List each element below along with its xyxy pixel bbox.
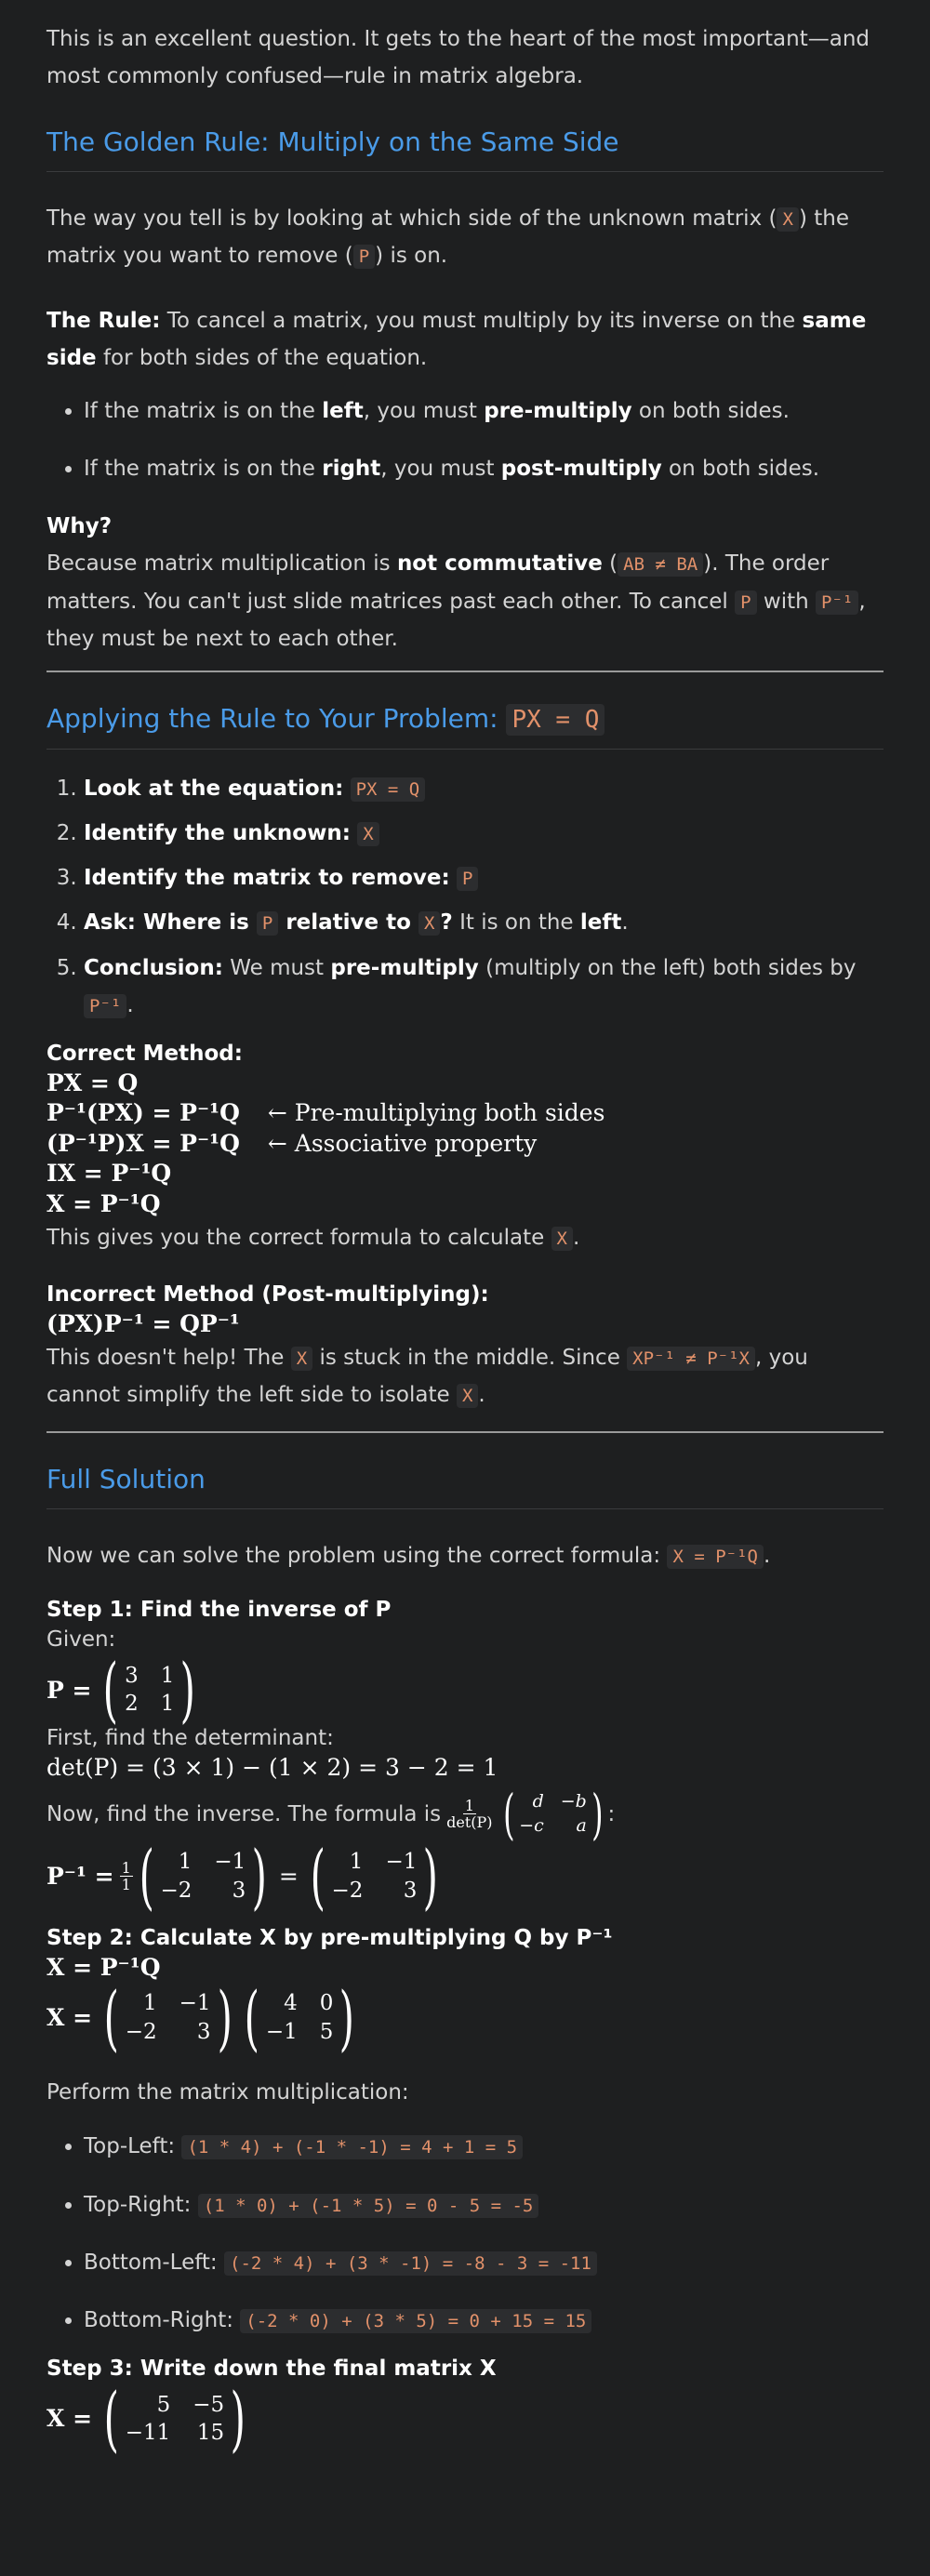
correct-method-math <box>46 1069 884 1220</box>
list-item: 5. Conclusion: We must pre-multiply (multiply on the left) both sides by P⁻¹ . <box>84 949 884 1025</box>
incorrect-method-paragraph: This doesn't help! The X is stuck in the middle. Since XP⁻¹ ≠ P⁻¹X , you cannot simplify the left side to isolate X . <box>46 1346 808 1408</box>
math-line: X = P⁻¹Q <box>46 1189 161 1217</box>
given-label: Given: <box>46 1627 116 1653</box>
step2-heading: Step 2: Calculate X by pre-multiplying Q by P⁻¹ <box>46 1925 613 1950</box>
correct-method-label: Correct Method: <box>46 1042 243 1067</box>
determinant-intro: First, find the determinant: <box>46 1726 334 1751</box>
list-item: 4. Ask: Where is P relative to X ? It is on the left. <box>84 904 884 941</box>
list-item: • If the matrix is on the right, you must post-multiply on both sides. <box>84 450 884 487</box>
list-item: • Bottom-Right: (-2 * 0) + (3 * 5) = 0 + 15 = 15 <box>84 2302 884 2339</box>
why-paragraph: Because matrix multiplication is not commutative ( AB ≠ BA ). The order matters. You can't just slide matrices past each other. To cancel P with P⁻¹ , they must be next to each other. <box>46 551 866 651</box>
code-x: X <box>777 207 798 232</box>
list-item: 2. Identify the unknown: X <box>84 815 884 852</box>
list-item: 1. Look at the equation: PX = Q <box>84 770 884 807</box>
why-heading: Why? <box>46 514 113 539</box>
paragraph-tell: The way you tell is by looking at which side of the unknown matrix ( X ) the matrix you want to remove ( P ) is on. <box>46 206 849 268</box>
determinant-equation: det(P) = (3 × 1) − (1 × 2) = 3 − 2 = 1 <box>46 1754 498 1782</box>
math-line: P⁻¹(PX) = P⁻¹Q ← Pre-multiplying both sides <box>46 1099 605 1127</box>
perform-label: Perform the matrix multiplication: <box>46 2080 409 2105</box>
step1-heading: Step 1: Find the inverse of P <box>46 1598 392 1623</box>
code-p: P <box>353 245 375 269</box>
inverse-result: P⁻¹ = $\frac{1}{1}$ ( 1 −1 −2 3 ) = ( 1 −1 −2 3 ) <box>46 1834 439 1918</box>
list-item: 3. Identify the matrix to remove: P <box>84 859 884 896</box>
matrix-product: X = ( 1 −1 −2 3 ) ( 4 0 −1 5 ) <box>46 1976 355 2060</box>
list-item: • Top-Left: (1 * 4) + (-1 * -1) = 4 + 1 = 5 <box>84 2128 884 2165</box>
math-line: IX = P⁻¹Q <box>46 1160 172 1188</box>
incorrect-method-label: Incorrect Method (Post-multiplying): <box>46 1281 489 1307</box>
full-solution-intro: Now we can solve the problem using the correct formula: X = P⁻¹Q . <box>46 1543 771 1568</box>
heading-golden-rule: The Golden Rule: Multiply on the Same Side <box>46 124 884 172</box>
correct-method-after: This gives you the correct formula to calculate X . <box>46 1226 580 1251</box>
math-line: PX = Q <box>46 1069 139 1096</box>
list-item: • If the matrix is on the left, you must pre-multiply on both sides. <box>84 392 884 430</box>
step3-heading: Step 3: Write down the final matrix X <box>46 2357 497 2382</box>
heading-full-solution: Full Solution <box>46 1461 884 1509</box>
math-line: (PX)P⁻¹ = QP⁻¹ <box>46 1309 240 1337</box>
list-item: • Top-Right: (1 * 0) + (-1 * 5) = 0 - 5 = -5 <box>84 2186 884 2224</box>
matrix-x-final: X = ( 5 −5 −11 15 ) <box>46 2377 246 2461</box>
matrix-p: P = ( 3 1 2 1 ) <box>46 1648 196 1732</box>
steps-list <box>46 770 884 1025</box>
calc-list <box>46 2128 884 2339</box>
rule-list <box>46 392 884 488</box>
math-line: (P⁻¹P)X = P⁻¹Q ← Associative property <box>46 1129 538 1157</box>
math-line: X = P⁻¹Q <box>46 1953 161 1981</box>
inverse-formula-line: Now, find the inverse. The formula is $\frac{1}{\det(P)}$ ( d −b −c a ) : <box>46 1782 616 1846</box>
intro-paragraph: This is an excellent question. It gets to the heart of the most important—and most commonly confused—rule in matrix algebra. <box>46 27 870 89</box>
paragraph-rule: The Rule: To cancel a matrix, you must multiply by its inverse on the same side for both sides of the equation. <box>46 309 867 371</box>
heading-applying: Applying the Rule to Your Problem: PX = Q <box>46 700 884 749</box>
list-item: • Bottom-Left: (-2 * 4) + (3 * -1) = -8 - 3 = -11 <box>84 2244 884 2281</box>
